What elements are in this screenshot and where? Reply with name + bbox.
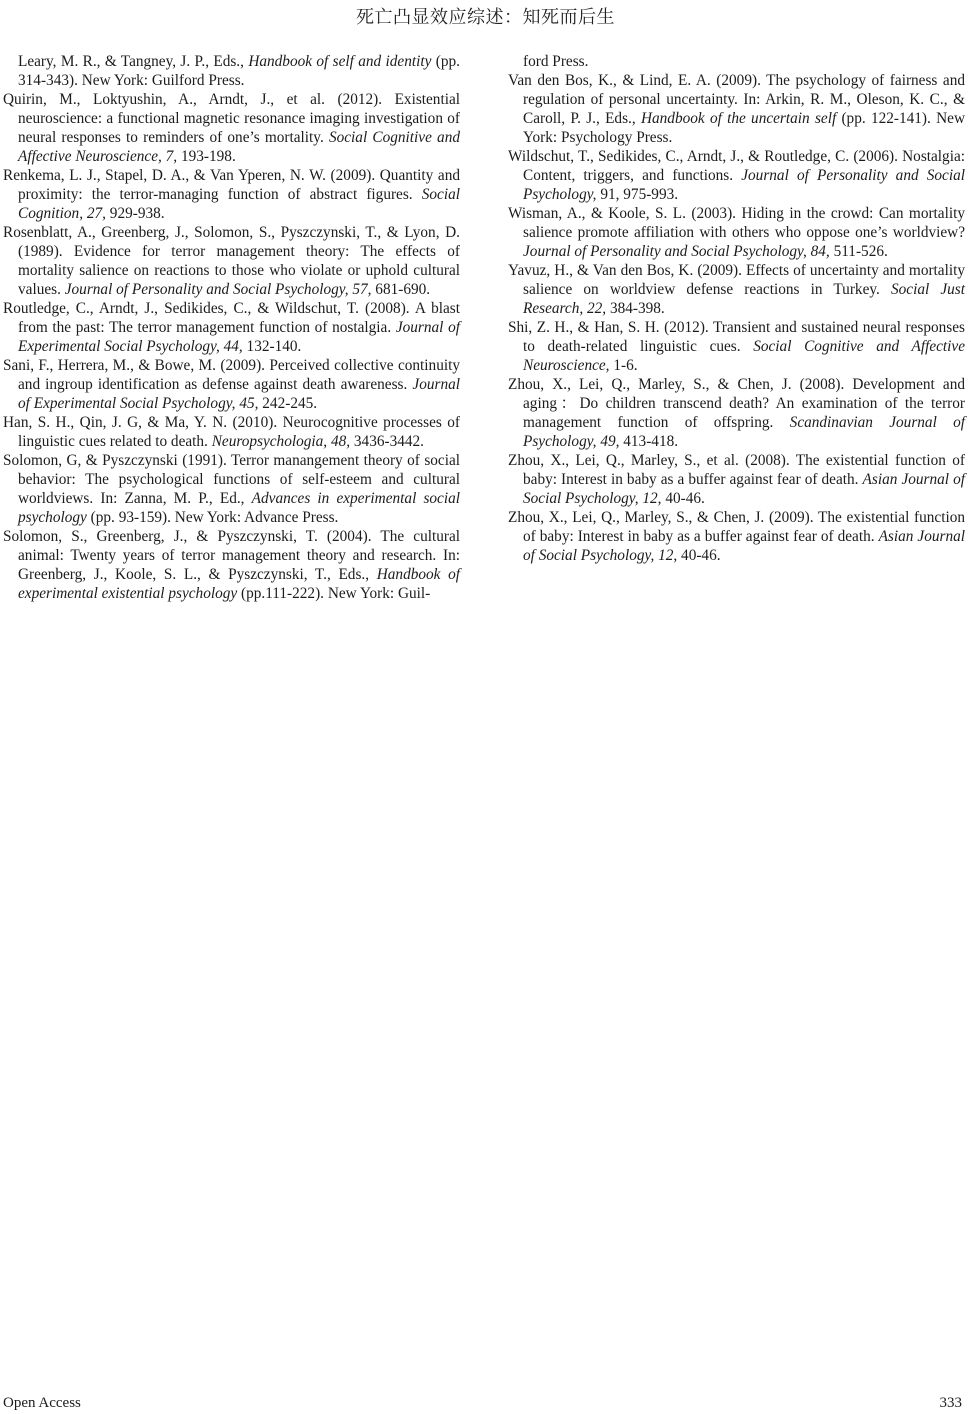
reference-text: 242-245. bbox=[258, 395, 318, 412]
reference-entry bbox=[508, 204, 965, 261]
reference-text: Han, S. H., Qin, J. G, & Ma, Y. N. (2010). Neurocognitive processes of linguistic cues related to death. bbox=[3, 414, 460, 450]
reference-source-title: Journal of Personality and Social Psychology, bbox=[523, 167, 965, 203]
reference-text: ford Press. bbox=[523, 53, 589, 70]
reference-text: Zhou, X., Lei, Q., Marley, S., & Chen, J. (2008). Development and aging：Do children transcend death? An examination of the terror management function of offspring. bbox=[508, 376, 965, 431]
reference-text: Shi, Z. H., & Han, S. H. (2012). Transient and sustained neural responses to death-related linguistic cues. bbox=[508, 319, 965, 355]
reference-source-title: Neuropsychologia, 48, bbox=[211, 433, 351, 450]
reference-source-title: Asian Journal of Social Psychology, 12, bbox=[523, 528, 966, 564]
reference-entry bbox=[508, 451, 965, 508]
reference-source-title: Handbook of self and identity bbox=[248, 53, 432, 70]
reference-entry bbox=[508, 71, 965, 147]
reference-text: Routledge, C., Arndt, J., Sedikides, C., & Wildschut, T. (2008). A blast from the past: The terror management function of nostalgia. bbox=[3, 300, 460, 336]
reference-text: (pp. 314-343). New York: Guilford Press. bbox=[18, 53, 460, 89]
reference-text: 91, 975-993. bbox=[596, 186, 679, 203]
reference-entry bbox=[3, 52, 460, 90]
open-access-label: Open Access bbox=[3, 1395, 81, 1411]
reference-entry bbox=[508, 261, 965, 318]
reference-entry bbox=[508, 375, 965, 451]
reference-source-title: Journal of Experimental Social Psychology, 44, bbox=[18, 319, 460, 355]
page-number: 333 bbox=[939, 1395, 962, 1411]
reference-source-title: Journal of Personality and Social Psychology, 84, bbox=[523, 243, 830, 260]
reference-text: Wildschut, T., Sedikides, C., Arndt, J., & Routledge, C. (2006). Nostalgia: Content, triggers, and functions. bbox=[508, 148, 965, 184]
reference-source-title: Journal of Experimental Social Psychology, 45, bbox=[18, 376, 460, 412]
reference-source-title: Scandinavian Journal of Psychology, 49, bbox=[523, 414, 966, 450]
reference-entry bbox=[508, 147, 965, 204]
reference-text: Solomon, G, & Pyszczynski (1991). Terror manangement theory of social behavior: The psychological functions of self-esteem and cultural worldviews. In: Zanna, M. P., Ed., bbox=[3, 452, 460, 507]
reference-text: Leary, M. R., & Tangney, J. P., Eds., bbox=[18, 53, 249, 70]
reference-entry bbox=[3, 451, 460, 527]
reference-text: Quirin, M., Loktyushin, A., Arndt, J., et al. (2012). Existential neuroscience: a functional magnetic resonance imaging investigation of neural responses to reminders of one’s mortality. bbox=[3, 91, 460, 146]
reference-text: (pp. 93-159). New York: Advance Press. bbox=[86, 509, 339, 526]
reference-source-title: Social Cognitive and Affective Neuroscience, bbox=[523, 338, 966, 374]
reference-text: 40-46. bbox=[677, 547, 721, 564]
reference-text: Sani, F., Herrera, M., & Bowe, M. (2009). Perceived collective continuity and ingroup identification as defense against death awareness. bbox=[3, 357, 460, 393]
reference-source-title: Handbook of the uncertain self bbox=[640, 110, 837, 127]
reference-entry bbox=[3, 413, 460, 451]
reference-text: Van den Bos, K., & Lind, E. A. (2009). The psychology of fairness and regulation of personal uncertainty. In: Arkin, R. M., Oleson, K. C., & Caroll, P. J., Eds., bbox=[508, 72, 965, 127]
reference-entry bbox=[3, 299, 460, 356]
reference-entry bbox=[508, 52, 965, 71]
reference-entry bbox=[508, 318, 965, 375]
reference-source-title: Asian Journal of Social Psychology, 12, bbox=[523, 471, 965, 507]
reference-text: 132-140. bbox=[242, 338, 302, 355]
page-footer bbox=[3, 1395, 962, 1412]
reference-text: 511-526. bbox=[829, 243, 888, 260]
reference-text: Yavuz, H., & Van den Bos, K. (2009). Effects of uncertainty and mortality salience on worldview defense reactions in Turkey. bbox=[508, 262, 965, 298]
reference-text: 384-398. bbox=[606, 300, 665, 317]
reference-text: Solomon, S., Greenberg, J., & Pyszczynski, T. (2004). The cultural animal: Twenty years of terror management theory and research. In: Greenberg, J., Koole, S. L., & Pyszczynski, T., Eds., bbox=[3, 528, 460, 583]
reference-text: 413-418. bbox=[619, 433, 679, 450]
reference-text: Renkema, L. J., Stapel, D. A., & Van Yperen, N. W. (2009). Quantity and proximity: the terror-managing function of abstract figures. bbox=[3, 167, 460, 203]
reference-text: 681-690. bbox=[371, 281, 431, 298]
reference-source-title: Social Cognitive and Affective Neuroscience, 7, bbox=[18, 129, 460, 165]
reference-text: 929-938. bbox=[105, 205, 165, 222]
reference-source-title: Social Just Research, 22, bbox=[523, 281, 966, 317]
references-column-right bbox=[508, 52, 965, 603]
reference-text: Zhou, X., Lei, Q., Marley, S., et al. (2008). The existential function of baby: Interest in baby as a buffer against fear of death. bbox=[508, 452, 965, 488]
reference-entry bbox=[3, 223, 460, 299]
reference-entry bbox=[508, 508, 965, 565]
references-column-left bbox=[3, 52, 460, 603]
reference-entry bbox=[3, 356, 460, 413]
reference-text: (pp.111-222). New York: Guil- bbox=[237, 585, 431, 602]
reference-text: 1-6. bbox=[609, 357, 638, 374]
reference-text: (pp. 122-141). New York: Psychology Press. bbox=[523, 110, 965, 146]
reference-source-title: Social Cognition, 27, bbox=[18, 186, 460, 222]
reference-text: Zhou, X., Lei, Q., Marley, S., & Chen, J. (2009). The existential function of baby: Interest in baby as a buffer against fear of death. bbox=[508, 509, 965, 545]
running-title: 死亡凸显效应综述：知死而后生 bbox=[356, 7, 615, 27]
reference-entry bbox=[3, 166, 460, 223]
reference-source-title: Handbook of experimental existential psychology bbox=[18, 566, 461, 602]
reference-text: Wisman, A., & Koole, S. L. (2003). Hiding in the crowd: Can mortality salience promote affiliation with others who oppose one’s worldview? bbox=[508, 205, 965, 241]
page-header bbox=[0, 3, 971, 29]
reference-text: 3436-3442. bbox=[350, 433, 425, 450]
reference-text: 193-198. bbox=[177, 148, 236, 165]
reference-text: 40-46. bbox=[661, 490, 705, 507]
reference-source-title: Advances in experimental social psychology bbox=[18, 490, 460, 526]
reference-text: Rosenblatt, A., Greenberg, J., Solomon, S., Pyszczynski, T., & Lyon, D. (1989). Evidence for terror management theory: The effects of mortality salience on reactions to those who violate or uphold cultural values. bbox=[3, 224, 460, 298]
references-section bbox=[3, 52, 965, 603]
reference-entry bbox=[3, 527, 460, 603]
reference-entry bbox=[3, 90, 460, 166]
reference-source-title: Journal of Personality and Social Psychology, 57, bbox=[64, 281, 372, 298]
